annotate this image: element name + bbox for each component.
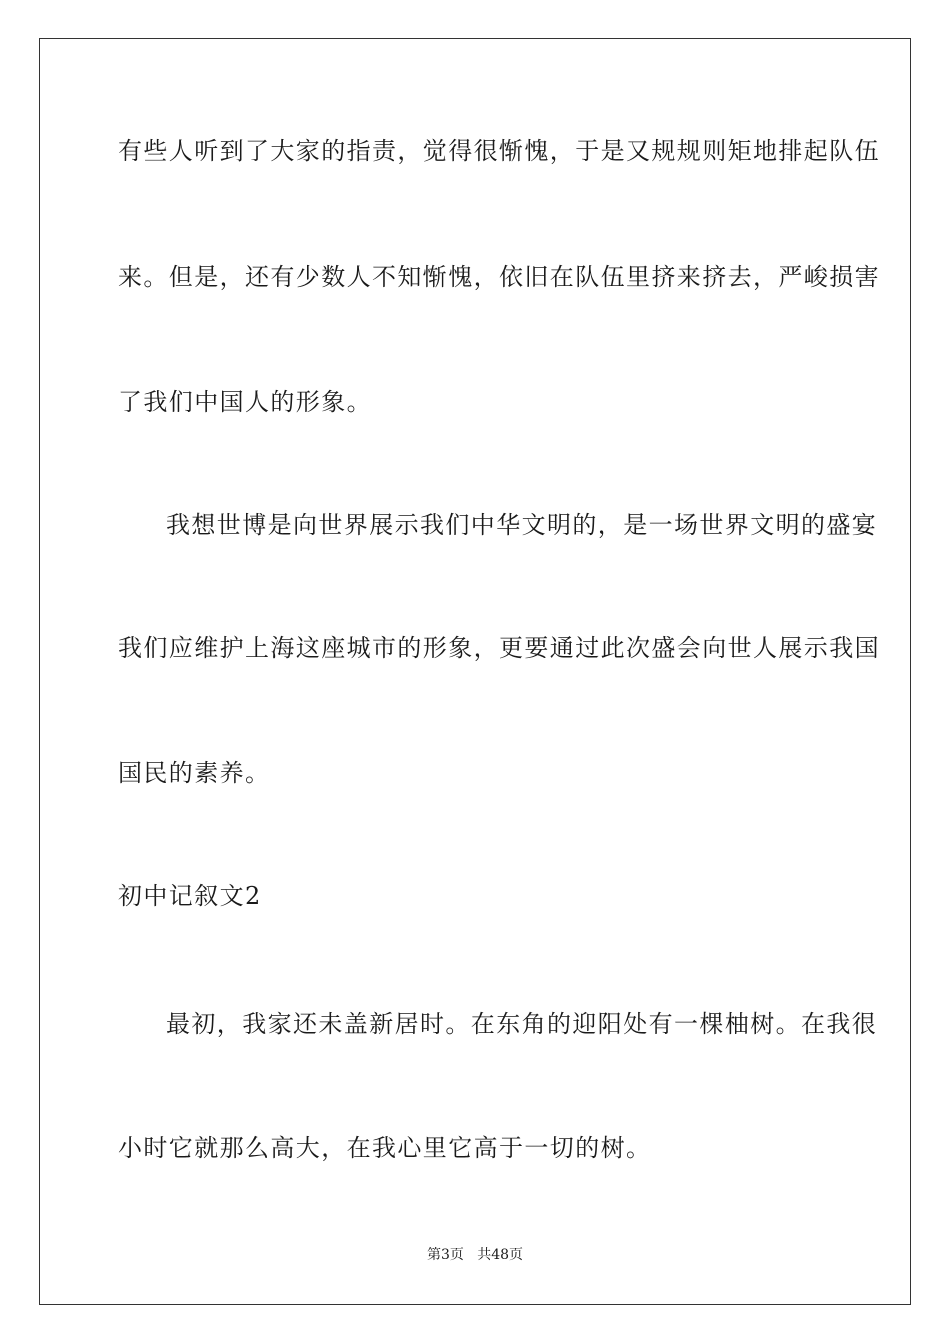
paragraph-line-2: 来。但是，还有少数人不知惭愧，依旧在队伍里挤来挤去，严峻损害 — [118, 263, 880, 291]
paragraph-line-8: 小时它就那么高大，在我心里它高于一切的树。 — [118, 1134, 652, 1162]
page-number-footer: 第3页 共48页 — [426, 1247, 524, 1263]
paragraph-line-3: 了我们中国人的形象。 — [118, 388, 372, 416]
paragraph-line-7: 最初，我家还未盖新居时。在东角的迎阳处有一棵柚树。在我很 — [166, 1010, 878, 1038]
paragraph-line-1: 有些人听到了大家的指责，觉得很惭愧，于是又规规则矩地排起队伍 — [118, 137, 880, 165]
section-heading: 初中记叙文2 — [118, 882, 262, 910]
paragraph-line-5: 我们应维护上海这座城市的形象，更要通过此次盛会向世人展示我国 — [118, 634, 880, 662]
paragraph-line-4: 我想世博是向世界展示我们中华文明的，是一场世界文明的盛宴 — [166, 511, 878, 539]
page-border — [39, 38, 911, 1305]
paragraph-line-6: 国民的素养。 — [118, 759, 271, 787]
